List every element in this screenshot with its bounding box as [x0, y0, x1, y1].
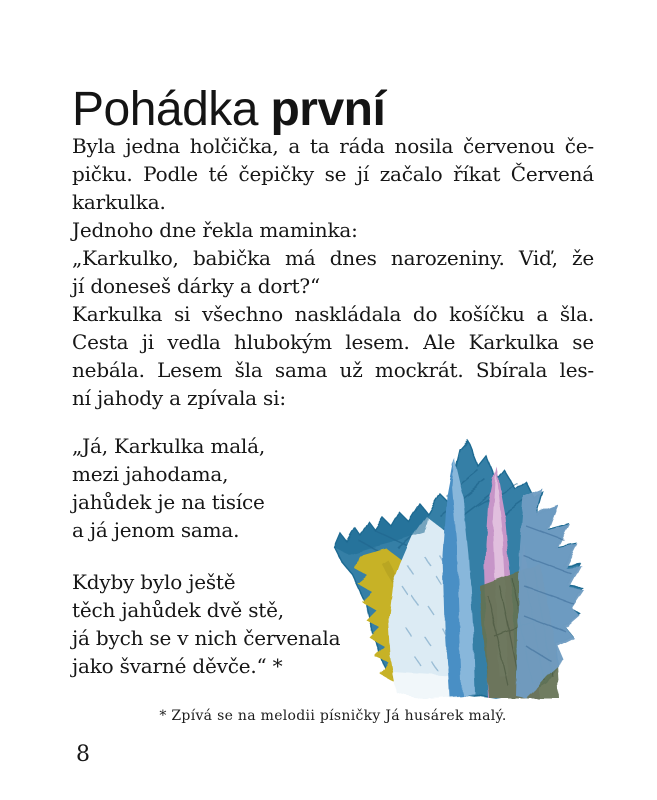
steel-blue-wing — [516, 488, 584, 698]
footnote: * Zpívá se na melodii písničky Já husárek malý. — [159, 708, 507, 724]
poem-line: mezi jahodama, — [72, 462, 229, 486]
poem-line: a já jenom sama. — [72, 518, 240, 542]
poem-line: těch jahůdek dvě stě, — [72, 598, 284, 622]
story-paragraph — [72, 132, 594, 412]
story-line: karkulka. — [72, 190, 166, 214]
story-line: „Karkulko, babička má dnes narozeniny. Viď, že — [72, 246, 594, 270]
story-line: ní jahody a zpívala si: — [72, 386, 286, 410]
story-line: Cesta ji vedla hlubokým lesem. Ale Karkulka se — [72, 330, 594, 354]
spiky-plumes-illustration — [328, 436, 586, 702]
chapter-title-word-regular: Pohádka — [72, 83, 258, 137]
chapter-title — [72, 82, 385, 138]
story-line: Karkulka si všechno naskládala do košíčku a šla. — [72, 302, 594, 326]
story-line: jí doneseš dárky a dort?“ — [72, 274, 320, 298]
poem-line: já bych se v nich červenala — [72, 626, 341, 650]
story-line: Byla jedna holčička, a ta ráda nosila červenou če- — [72, 134, 594, 158]
story-line: pičku. Podle té čepičky se jí začalo říkat Červená — [72, 162, 594, 186]
story-line: nebála. Lesem šla sama už mockrát. Sbírala les- — [72, 358, 594, 382]
poem-line: jako švarné děvče.“ * — [72, 654, 283, 678]
poem-line: jahůdek je na tisíce — [72, 490, 265, 514]
page-number: 8 — [76, 742, 90, 767]
story-line: Jednoho dne řekla maminka: — [72, 218, 358, 242]
poem-line: „Já, Karkulka malá, — [72, 434, 266, 458]
illustration-svg — [328, 436, 586, 702]
poem-line: Kdyby bylo ještě — [72, 570, 236, 594]
chapter-title-word-bold: první — [270, 83, 386, 137]
